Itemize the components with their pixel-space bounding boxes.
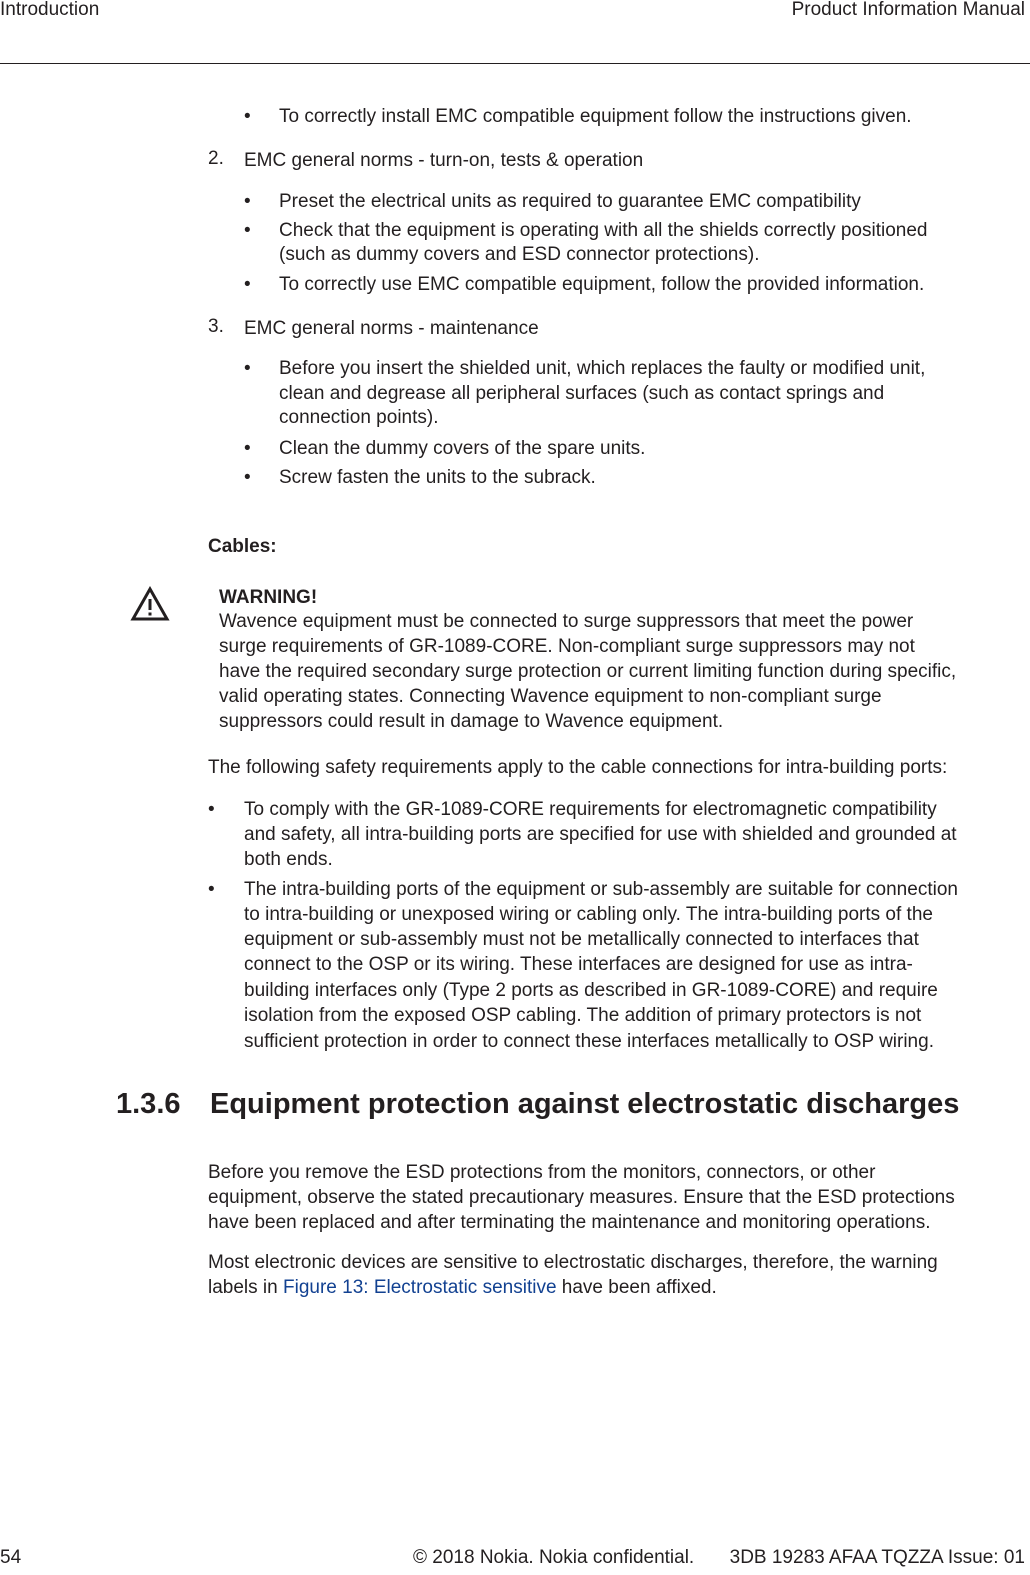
warning-text-line: valid operating states. Connecting Wavence equipment to non-compliant surge [219, 686, 882, 707]
paragraph-text: have been affixed. [556, 1277, 717, 1298]
list-item-continuation: and safety, all intra-building ports are specified for use with shielded and grounded at [244, 824, 957, 845]
footer-copyright: © 2018 Nokia. Nokia confidential. [413, 1547, 695, 1568]
list-item-continuation: building interfaces only (Type 2 ports as described in GR-1089-CORE) and require [244, 980, 938, 1001]
list-item: To correctly install EMC compatible equipment follow the instructions given. [279, 106, 912, 127]
section-title: Equipment protection against electrostatic discharges [210, 1088, 960, 1120]
list-item-continuation: connect to the OSP or its wiring. These interfaces are designed for use as intra- [244, 954, 913, 975]
footer-page-number: 54 [0, 1547, 22, 1568]
list-item: Check that the equipment is operating with all the shields correctly positioned [279, 220, 928, 241]
list-number: 3. [208, 316, 224, 337]
paragraph-line [208, 1275, 717, 1301]
header-section-title: Introduction [0, 0, 100, 20]
list-item-continuation: clean and degrease all peripheral surfaces (such as contact springs and [279, 383, 885, 404]
paragraph-line: Before you remove the ESD protections from the monitors, connectors, or other [208, 1162, 876, 1183]
warning-triangle-icon [130, 586, 170, 622]
warning-text-line: surge requirements of GR-1089-CORE. Non-compliant surge suppressors may not [219, 636, 915, 657]
list-item-title: EMC general norms - maintenance [244, 318, 539, 339]
warning-title: WARNING! [219, 587, 318, 608]
paragraph-text: labels in [208, 1277, 283, 1298]
list-item: Before you insert the shielded unit, which replaces the faulty or modified unit, [279, 358, 926, 379]
paragraph-line: equipment, observe the stated precautionary measures. Ensure that the ESD protections [208, 1187, 955, 1208]
bullet-marker: • [244, 438, 251, 459]
warning-text-line: suppressors could result in damage to Wavence equipment. [219, 711, 724, 732]
list-item: To correctly use EMC compatible equipment, follow the provided information. [279, 274, 925, 295]
list-item-continuation: (such as dummy covers and ESD connector protections). [279, 244, 760, 265]
warning-text-line: have the required secondary surge protection or current limiting function during specific, [219, 661, 957, 682]
list-item: The intra-building ports of the equipment or sub-assembly are suitable for connection [244, 879, 958, 900]
bullet-marker: • [208, 879, 215, 900]
figure-13-link[interactable]: Figure 13: Electrostatic sensitive [283, 1277, 557, 1298]
bullet-marker: • [244, 220, 251, 241]
paragraph-line: have been replaced and after terminating the maintenance and monitoring operations. [208, 1212, 931, 1233]
paragraph-line: Most electronic devices are sensitive to electrostatic discharges, therefore, the warning [208, 1252, 938, 1273]
list-number: 2. [208, 148, 224, 169]
list-item-continuation: equipment or sub-assembly must not be metallically connected to interfaces that [244, 929, 919, 950]
list-item-continuation: sufficient protection in order to connect these interfaces metallically to OSP wiring. [244, 1031, 934, 1052]
bullet-marker: • [244, 191, 251, 212]
list-item-continuation: isolation from the exposed OSP cabling. The addition of primary protectors is not [244, 1005, 922, 1026]
list-item-title: EMC general norms - turn-on, tests & operation [244, 150, 644, 171]
list-item: Preset the electrical units as required to guarantee EMC compatibility [279, 191, 861, 212]
bullet-marker: • [244, 106, 251, 127]
section-number: 1.3.6 [116, 1088, 181, 1120]
list-item-continuation: connection points). [279, 407, 439, 428]
list-item-continuation: to intra-building or unexposed wiring or cabling only. The intra-building ports of the [244, 904, 933, 925]
list-item-continuation: both ends. [244, 849, 333, 870]
bullet-marker: • [244, 274, 251, 295]
footer-document-id: 3DB 19283 AFAA TQZZA Issue: 01 [729, 1547, 1025, 1568]
list-item: To comply with the GR-1089-CORE requirements for electromagnetic compatibility [244, 799, 937, 820]
bullet-marker: • [244, 358, 251, 379]
header-document-title: Product Information Manual [791, 0, 1025, 20]
list-item: Clean the dummy covers of the spare units. [279, 438, 646, 459]
safety-intro-paragraph: The following safety requirements apply to the cable connections for intra-building ports: [208, 757, 948, 778]
header-rule [0, 63, 1030, 64]
bullet-marker: • [244, 467, 251, 488]
warning-text-line: Wavence equipment must be connected to surge suppressors that meet the power [219, 611, 914, 632]
bullet-marker: • [208, 799, 215, 820]
list-item: Screw fasten the units to the subrack. [279, 467, 596, 488]
cables-heading: Cables: [208, 536, 277, 557]
